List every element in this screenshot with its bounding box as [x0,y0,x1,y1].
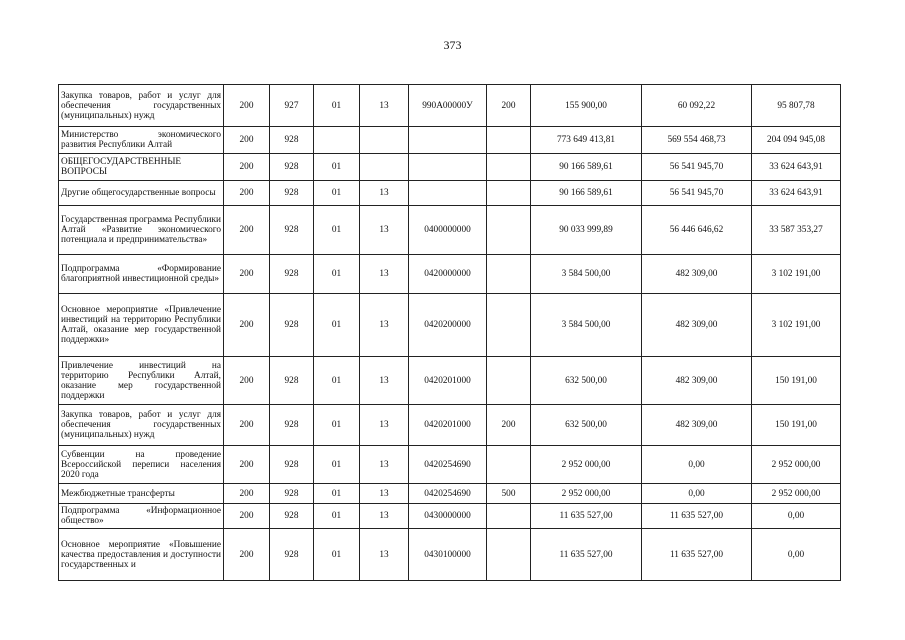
row-code-2: 928 [270,446,314,484]
row-code-5: 0400000000 [409,206,487,255]
row-value-1: 2 952 000,00 [531,484,642,504]
row-code-4: 13 [360,357,409,405]
row-code-2: 928 [270,294,314,357]
row-value-3: 95 807,78 [752,85,841,127]
row-code-1: 200 [224,529,270,581]
row-code-5 [409,127,487,154]
table-row [59,127,841,154]
table-row [59,154,841,181]
row-value-2: 0,00 [642,446,752,484]
page-number: 373 [443,38,462,52]
row-code-4 [360,127,409,154]
row-code-1: 200 [224,504,270,529]
row-code-2: 928 [270,181,314,206]
row-code-4: 13 [360,206,409,255]
row-code-4: 13 [360,405,409,446]
row-code-6: 200 [487,405,531,446]
row-code-2: 928 [270,206,314,255]
row-value-1: 90 166 589,61 [531,154,642,181]
row-value-3: 2 952 000,00 [752,484,841,504]
table-row [59,357,841,405]
row-code-5: 0430000000 [409,504,487,529]
row-code-2: 928 [270,154,314,181]
row-code-4: 13 [360,529,409,581]
row-code-4: 13 [360,85,409,127]
table-row [59,529,841,581]
row-name: ОБЩЕГОСУДАРСТВЕННЫЕ ВОПРОСЫ [59,154,224,181]
row-value-1: 155 900,00 [531,85,642,127]
row-name: Подпрограмма «Формирование благоприятной инвестиционной среды» [59,255,224,294]
row-code-5 [409,154,487,181]
table-row [59,405,841,446]
row-code-5: 0420254690 [409,446,487,484]
row-code-1: 200 [224,446,270,484]
row-code-4: 13 [360,181,409,206]
row-code-6 [487,529,531,581]
row-name: Закупка товаров, работ и услуг для обеспечения государственных (муниципальных) нужд [59,85,224,127]
table-row [59,181,841,206]
row-code-3: 01 [314,294,360,357]
row-value-3: 33 624 643,91 [752,154,841,181]
row-code-3: 01 [314,85,360,127]
row-value-2: 56 541 945,70 [642,181,752,206]
row-value-3: 204 094 945,08 [752,127,841,154]
row-value-1: 3 584 500,00 [531,255,642,294]
table-row [59,484,841,504]
table-row [59,294,841,357]
row-code-3: 01 [314,504,360,529]
row-code-3: 01 [314,529,360,581]
row-value-2: 60 092,22 [642,85,752,127]
row-code-2: 927 [270,85,314,127]
row-code-4: 13 [360,484,409,504]
row-code-6 [487,154,531,181]
table-row [59,206,841,255]
table-row [59,255,841,294]
row-value-3: 33 624 643,91 [752,181,841,206]
row-code-4: 13 [360,255,409,294]
row-value-2: 482 309,00 [642,294,752,357]
row-code-2: 928 [270,255,314,294]
row-code-6 [487,181,531,206]
row-value-1: 90 166 589,61 [531,181,642,206]
table-row [59,446,841,484]
row-value-2: 482 309,00 [642,357,752,405]
table-row [59,504,841,529]
row-code-6 [487,504,531,529]
row-code-1: 200 [224,357,270,405]
row-code-1: 200 [224,206,270,255]
row-value-2: 11 635 527,00 [642,504,752,529]
row-value-1: 2 952 000,00 [531,446,642,484]
row-code-2: 928 [270,484,314,504]
row-code-6: 200 [487,85,531,127]
table-row [59,85,841,127]
row-code-1: 200 [224,405,270,446]
row-code-3: 01 [314,255,360,294]
row-code-3: 01 [314,181,360,206]
row-value-2: 56 541 945,70 [642,154,752,181]
row-code-6: 500 [487,484,531,504]
row-code-3: 01 [314,357,360,405]
row-code-1: 200 [224,255,270,294]
row-code-4 [360,154,409,181]
row-code-5: 990А00000У [409,85,487,127]
row-value-1: 3 584 500,00 [531,294,642,357]
row-name: Субвенции на проведение Всероссийской переписи населения 2020 года [59,446,224,484]
row-code-3: 01 [314,484,360,504]
row-name: Межбюджетные трансферты [59,484,224,504]
row-code-6 [487,255,531,294]
row-code-2: 928 [270,504,314,529]
row-name: Государственная программа Республики Алтай «Развитие экономического потенциала и предпринимательства» [59,206,224,255]
row-code-1: 200 [224,181,270,206]
row-code-4: 13 [360,504,409,529]
row-code-6 [487,294,531,357]
row-name: Другие общегосударственные вопросы [59,181,224,206]
row-code-1: 200 [224,294,270,357]
row-code-6 [487,357,531,405]
row-code-1: 200 [224,127,270,154]
row-code-5 [409,181,487,206]
row-value-3: 0,00 [752,529,841,581]
row-code-5: 0420254690 [409,484,487,504]
row-code-4: 13 [360,446,409,484]
row-value-1: 632 500,00 [531,357,642,405]
row-code-6 [487,206,531,255]
row-code-5: 0420000000 [409,255,487,294]
budget-table [58,84,841,581]
row-name: Привлечение инвестиций на территорию Республики Алтай, оказание мер государственной поддержки [59,357,224,405]
row-code-4: 13 [360,294,409,357]
row-code-2: 928 [270,127,314,154]
row-name: Подпрограмма «Информационное общество» [59,504,224,529]
row-code-6 [487,446,531,484]
row-code-6 [487,127,531,154]
row-value-2: 0,00 [642,484,752,504]
row-code-5: 0430100000 [409,529,487,581]
row-value-2: 482 309,00 [642,255,752,294]
row-value-3: 0,00 [752,504,841,529]
row-code-2: 928 [270,357,314,405]
row-code-1: 200 [224,484,270,504]
row-value-1: 11 635 527,00 [531,504,642,529]
row-value-3: 33 587 353,27 [752,206,841,255]
row-value-3: 150 191,00 [752,357,841,405]
row-name: Основное мероприятие «Привлечение инвестиций на территорию Республики Алтай, оказание мер государственной поддержки» [59,294,224,357]
row-value-2: 482 309,00 [642,405,752,446]
row-value-2: 11 635 527,00 [642,529,752,581]
row-code-5: 0420201000 [409,405,487,446]
row-code-1: 200 [224,85,270,127]
row-value-3: 3 102 191,00 [752,255,841,294]
row-code-5: 0420200000 [409,294,487,357]
row-value-1: 90 033 999,89 [531,206,642,255]
row-code-3 [314,127,360,154]
row-code-3: 01 [314,154,360,181]
row-value-2: 569 554 468,73 [642,127,752,154]
row-value-1: 773 649 413,81 [531,127,642,154]
row-name: Министерство экономического развития Республики Алтай [59,127,224,154]
row-code-1: 200 [224,154,270,181]
row-value-2: 56 446 646,62 [642,206,752,255]
row-name: Основное мероприятие «Повышение качества предоставления и доступности государственных и [59,529,224,581]
row-code-3: 01 [314,446,360,484]
row-value-1: 632 500,00 [531,405,642,446]
table-body [59,85,841,581]
row-name: Закупка товаров, работ и услуг для обеспечения государственных (муниципальных) нужд [59,405,224,446]
row-code-2: 928 [270,405,314,446]
row-value-3: 3 102 191,00 [752,294,841,357]
row-value-3: 2 952 000,00 [752,446,841,484]
row-value-3: 150 191,00 [752,405,841,446]
row-code-5: 0420201000 [409,357,487,405]
row-value-1: 11 635 527,00 [531,529,642,581]
row-code-3: 01 [314,206,360,255]
row-code-3: 01 [314,405,360,446]
row-code-2: 928 [270,529,314,581]
